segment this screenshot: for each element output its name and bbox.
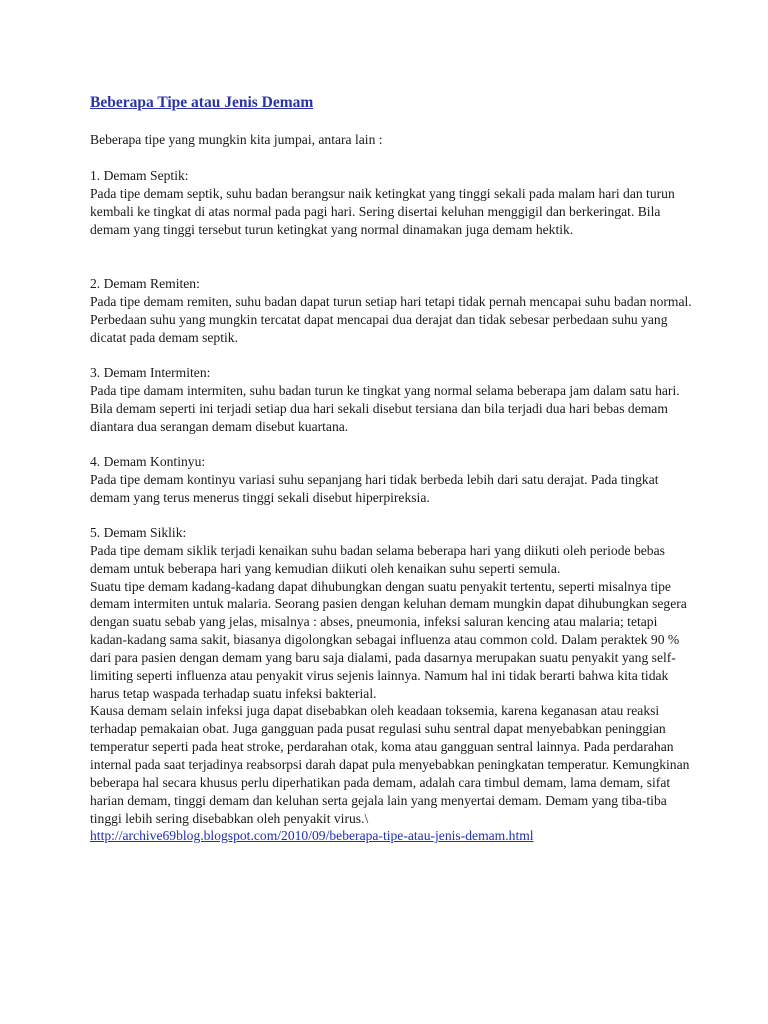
section-septik <box>90 167 696 238</box>
section-body: Pada tipe demam septik, suhu badan berangsur naik ketingkat yang tinggi sekali pada malam hari dan turun kembali ke tingkat di atas normal pada pagi hari. Sering disertai keluhan menggigil dan berkeringat. Bila demam yang tinggi tersebut turun ketingkat yang normal dinamakan juga demam hektik. <box>90 185 675 237</box>
section-heading: 1. Demam Septik: <box>90 168 189 183</box>
section-siklik <box>90 524 696 845</box>
intro-text: Beberapa tipe yang mungkin kita jumpai, antara lain : <box>90 132 383 147</box>
section-body-continued: Suatu tipe demam kadang-kadang dapat dihubungkan dengan suatu penyakit tertentu, seperti misalnya tipe demam intermiten untuk malaria. Seorang pasien dengan keluhan demam mungkin dapat dihubungkan segera dengan suatu sebab yang jelas, misalnya : abses, pneumonia, infeksi saluran kencing atau malaria; tetapi kadan-kadang sama sakit, biasanya digolongkan sebagai influenza atau common cold. Dalam peraktek 90 % dari para pasien dengan demam yang baru saja dialami, pada dasarnya merupakan suatu penyakit yang self-limiting seperti influenza atau penyakit virus sejenis lainnya. Namum hal ini tidak berarti bahwa kita tidak harus tetap waspada terhadap suatu infeksi bakterial. <box>90 578 687 701</box>
source-link[interactable]: http://archive69blog.blogspot.com/2010/09/beberapa-tipe-atau-jenis-demam.html <box>90 828 534 844</box>
section-heading: 2. Demam Remiten: <box>90 276 200 291</box>
page-title: Beberapa Tipe atau Jenis Demam <box>90 94 314 111</box>
section-body: Pada tipe demam kontinyu variasi suhu sepanjang hari tidak berbeda lebih dari satu derajat. Pada tingkat demam yang terus menerus tinggi sekali disebut hiperpireksia. <box>90 471 659 505</box>
section-heading: 3. Demam Intermiten: <box>90 365 211 380</box>
section-body: Pada tipe damam intermiten, suhu badan turun ke tingkat yang normal selama beberapa jam dalam satu hari. Bila demam seperti ini terjadi setiap dua hari sekali disebut tersiana dan bila terjadi dua hari bebas demam diantara dua serangan demam disebut kuartana. <box>90 382 680 434</box>
section-body: Pada tipe demam remiten, suhu badan dapat turun setiap hari tetapi tidak pernah mencapai suhu badan normal. Perbedaan suhu yang mungkin tercatat dapat mencapai dua derajat dan tidak sebesar perbedaan suhu yang dicatat pada demam septik. <box>90 293 692 345</box>
section-body: Pada tipe demam siklik terjadi kenaikan suhu badan selama beberapa hari yang diikuti oleh periode bebas demam untuk beberapa hari yang kemudian diikuti oleh kenaikan suhu seperti semula. <box>90 542 665 576</box>
section-heading: 5. Demam Siklik: <box>90 525 187 540</box>
section-kontinyu <box>90 453 696 507</box>
section-heading: 4. Demam Kontinyu: <box>90 454 206 469</box>
section-intermiten <box>90 364 696 435</box>
section-body-continued: Kausa demam selain infeksi juga dapat disebabkan oleh keadaan toksemia, karena keganasan atau reaksi terhadap pemakaian obat. Juga gangguan pada pusat regulasi suhu sentral dapat menyebabkan peninggian temperatur seperti pada heat stroke, perdarahan otak, koma atau gangguan sentral lainnya. Pada perdarahan internal pada saat terjadinya reabsorpsi darah dapat pula menyebabkan peningkatan temperatur. Kemungkinan beberapa hal secara khusus perlu diperhatikan pada demam, adalah cara timbul demam, lama demam, sifat harian demam, tinggi demam dan keluhan serta gejala lain yang menyertai demam. Demam yang tiba-tiba tinggi lebih sering disebabkan oleh penyakit virus.\ <box>90 703 690 826</box>
section-remiten <box>90 275 696 346</box>
